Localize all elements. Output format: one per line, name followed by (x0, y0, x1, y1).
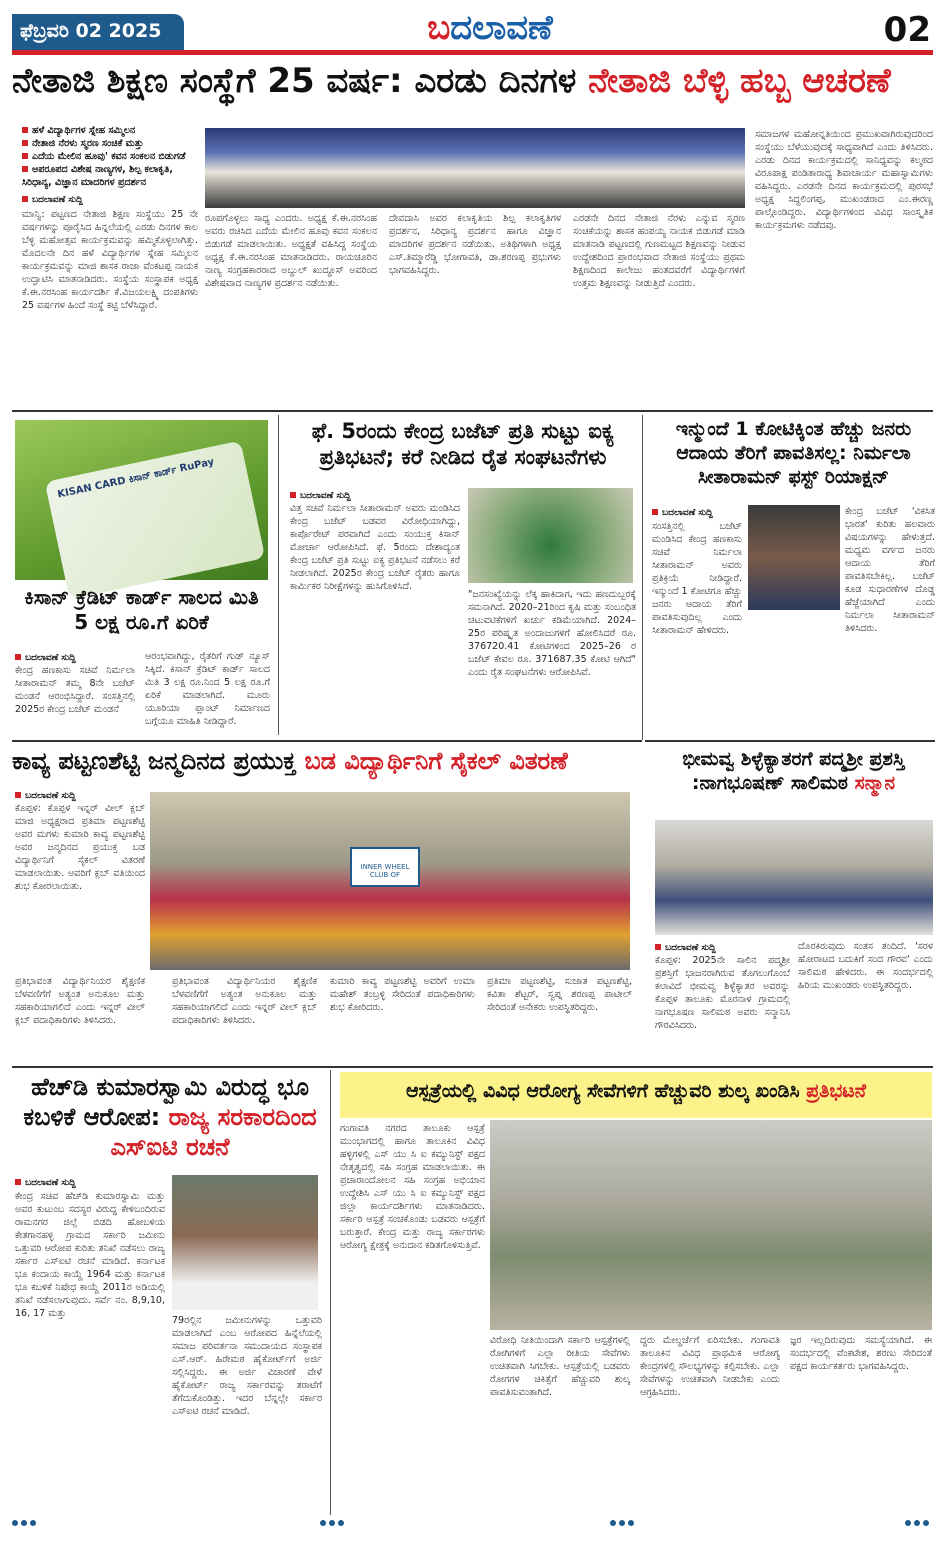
column-divider (642, 415, 643, 740)
lead-body-col2: ರೂಪಗೊಳ್ಳಲು ಸಾಧ್ಯ ಎಂದರು. ಅಧ್ಯಕ್ಷ ಕೆ.ಈ.ನರಸಿಂಹ ಅವರು ರಚಿಸಿದ ಎದೆಯ ಮೇಲಿನ ಹೂವು ಕವನ ಸಂಕಲನ ಬಿಡುಗಡೆ ಮಾಡಲಾಯಿತು. ಅಧ್ಯಕ್ಷತೆ ವಹಿಸಿದ್ದ ಸಂಸ್ಥೆಯ ಅಧ್ಯಕ್ಷ ಕೆ.ಈ.ನರಸಿಂಹ ಮಾತನಾಡಿದರು. ರಾಯಚೂರಿನ ನಾಣ್ಯ ಸಂಗ್ರಹಕಾರರಾದ ಅಬ್ದುಲ್ ಖುದ್ದೂಸ್ ಅವರಿಂದ ವಿಶೇಷವಾದ ನಾಣ್ಯಗಳ ಪ್ರದರ್ಶನ ನಡೆಯಿತು. (205, 213, 377, 289)
hospital-headline-red: ಪ್ರತಿಭಟನೆ (806, 1080, 867, 1102)
cycle-headline (12, 746, 640, 776)
padmashri-body-col1: ಕೊಪ್ಪಳ: 2025ನೇ ಸಾಲಿನ ಪದ್ಮಶ್ರೀ ಪ್ರಶಸ್ತಿಗೆ ಭಾಜನರಾಗಿರುವ ತೊಗಲುಗೊಂಬೆ ಕಲಾವಿದೆ ಭೀಮವ್ವ ಶಿಳ್ಳೆಕ್ಯಾತರ ಅವರನ್ನು ಕೊಪ್ಪಳ ತಾಲೂಕು ಮೊರನಾಳ ಗ್ರಾಮದಲ್ಲಿ ನಾಗಭೂಷಣ ಸಾಲಿಮಠ ಅವರು ಸನ್ಮಾನಿಸಿ ಗೌರವಿಸಿದರು. (655, 955, 790, 1031)
footer-dots-right (905, 1520, 929, 1526)
hdk-headline-red: ರಾಜ್ಯ ಸರಕಾರದಿಂದ ಎಸ್‌ಐಟಿ ರಚನೆ (110, 1103, 317, 1161)
farmers-protest-photo (468, 488, 633, 583)
lead-body-col3: ದೇವದಾಸಿ ಅವರ ಕಲಾಕೃತಿಯ ಶಿಲ್ಪ ಕಲಾಕೃತಿಗಳ ಪ್ರದರ್ಶನ, ಸಿರಿಧಾನ್ಯ ಪ್ರದರ್ಶನ ಹಾಗೂ ವಿಜ್ಞಾನ ಮಾದರಿಗಳ ಪ್ರದರ್ಶನ ನಡೆಯಿತು. ಅತಿಥಿಗಳಾಗಿ ಅಧ್ಯಕ್ಷ ಎಸ್.ತಿಮ್ಮಾರೆಡ್ಡಿ ಭೋಗಾವತಿ, ಡಾ.ಶರಣಪ್ಪ ಪ್ರಭುಗಳು ಭಾಗವಹಿಸಿದ್ದರು. (389, 213, 561, 276)
masthead-part-blue: ದಲಾವಣೆ (450, 8, 553, 48)
hospital-headline-black: ಆಸ್ಪತ್ರೆಯಲ್ಲಿ ವಿವಿಧ ಆರೋಗ್ಯ ಸೇವೆಗಳಿಗೆ ಹೆಚ್ಚುವರಿ ಶುಲ್ಕ ಖಂಡಿಸಿ (405, 1080, 807, 1102)
section-divider (645, 740, 935, 742)
cycle-body-col3: ಕುಮಾರಿ ಕಾವ್ಯ ಪಟ್ಟಣಶೆಟ್ಟಿ ಅವರಿಗೆ ಉಮಾ ಮಹೇಶ್ ತಂಬ್ರಳ್ಳಿ ಸೇರಿದಂತೆ ಪದಾಧಿಕಾರಿಗಳು ಶುಭ ಕೋರಿದರು. (330, 976, 475, 1013)
footer-dots-left (12, 1520, 36, 1526)
sitharaman-photo (748, 505, 840, 610)
highlight-item: ಎದೆಯ ಮೇಲಿನ ಹೂವು' ಕವನ ಸಂಕಲನ ಬಿಡುಗಡೆ (22, 150, 202, 163)
footer-dots-mid2 (610, 1520, 634, 1526)
hdk-headline (15, 1072, 325, 1162)
lead-body-col1: ಮಾನ್ವಿ: ಪಟ್ಟಣದ ನೇತಾಜಿ ಶಿಕ್ಷಣ ಸಂಸ್ಥೆಯು 25 ನೇ ವರ್ಷಗಳನ್ನು ಪೂರೈಸಿದ ಹಿನ್ನಲೆಯಲ್ಲಿ ಎರಡು ದಿನಗಳ ಕಾಲ ಬೆಳ್ಳಿ ಮಹೋತ್ಸವ ಕಾರ್ಯಕ್ರಮವನ್ನು ಹಮ್ಮಿಕೊಳ್ಳಲಾಗಿತ್ತು. ಮೊದಲನೇ ದಿನ ಹಳೆ ವಿದ್ಯಾರ್ಥಿಗಳ ಸ್ನೇಹ ಸಮ್ಮಿಲನ ಕಾರ್ಯಕ್ರಮವನ್ನು ಮಾಜಿ ಶಾಸಕ ರಾಜಾ ವೆಂಕಟಪ್ಪ ನಾಯಕ ಉದ್ಘಾಟಿಸಿ ಮಾತನಾಡಿದರು. ಸಂಸ್ಥೆಯ ಸಂಸ್ಥಾಪಕ ಅಧ್ಯಕ್ಷ ಕೆ.ಈ.ನರಸಿಂಹ ಕಾರ್ಯದರ್ಶಿ ಕೆ.ವಿಜಯಲಕ್ಷ್ಮಿ ದಂಪತಿಗಳು 25 ವರ್ಷಗಳ ಹಿಂದೆ ಸಂಸ್ಥೆ ಕಟ್ಟಿ ಬೆಳೆಸಿದ್ದಾರೆ. (22, 209, 198, 311)
lead-body-col5: ಸಮಾಜಗಳ ಮಹೋನ್ನತಿಯಿಂದ ಪ್ರಮುಖವಾಗಿರುವುದರಿಂದ ಸಂಸ್ಥೆಯು ಬೆಳೆಯುವುದಕ್ಕೆ ಸಾಧ್ಯವಾಗಿದೆ ಎಂದು ತಿಳಿಸಿದರು. ಎರಡು ದಿನದ ಕಾರ್ಯಕ್ರಮದಲ್ಲಿ ಸಾನಿಧ್ಯವನ್ನು ಕಲ್ಮಠದ ವಿರೂಪಾಕ್ಷ ಪಂಡಿತಾರಾಧ್ಯ ಶಿವಾಚಾರ್ಯ ಮಹಾಸ್ವಾಮಿಗಳು ವಹಿಸಿದ್ದರು. ಎರಡನೇ ದಿನದ ಕಾರ್ಯಕ್ರಮದಲ್ಲಿ ಪುರಸಭೆ ಅಧ್ಯಕ್ಷ ಸಿದ್ದಲಿಂಗಪ್ಪ, ಮುಖಂಡರಾದ ಎಂ.ಈರಣ್ಣ ಪಾಲ್ಗೊಂಡಿದ್ದರು. ವಿದ್ಯಾರ್ಥಿಗಳಿಂದ ವಿವಿಧ ಸಾಂಸ್ಕೃತಿಕ ಕಾರ್ಯಕ್ರಮಗಳು ನಡೆದವು. (755, 129, 933, 231)
budget-protest-body-col2: "ಜನಸಂಖ್ಯೆಯನ್ನು ಲೆಕ್ಕ ಹಾಕಿದಾಗ, ಇದು ಹಣದುಬ್ಬರಕ್ಕೆ ಸಮನಾಗಿದೆ. 2020–21ರಿಂದ ಕೃಷಿ ಮತ್ತು ಸಂಬಂಧಿತ ಚಟುವಟಿಕೆಗಳಿಗೆ ಖರ್ಚು ಕಡಿಮೆಯಾಗಿದೆ. 2024–25ರ ಪರಿಷ್ಕೃತ ಅಂದಾಜುಗಳಿಗೆ ಹೋಲಿಸಿದರೆ ರೂ. 376720.41 ಕೋಟಿಗಳಿಂದ 2025–26 ರ ಬಜೆಟ್ ಕೇವಲ ರೂ. 371687.35 ಕೋಟಿ ಆಗಿದೆ" ಎಂದು ರೈತ ಸಂಘಟನೆಗಳು ಆರೋಪಿಸಿವೆ. (468, 589, 636, 678)
masthead-part-red: ಬ (427, 8, 451, 48)
cycle-headline-black: ಕಾವ್ಯ ಪಟ್ಟಣಶೆಟ್ಟಿ ಜನ್ಮದಿನದ ಪ್ರಯುಕ್ತ (12, 747, 305, 775)
column-divider (330, 1070, 331, 1515)
lead-highlights (22, 124, 202, 189)
padmashri-headline-black: ಭೀಮವ್ವ ಶಿಳ್ಳೆಕ್ಯಾತರಗೆ ಪದ್ಮಶ್ರೀ ಪ್ರಶಸ್ತಿ :ನಾಗಭೂಷಣ್ ಸಾಲಿಮಠ (682, 748, 905, 794)
cycle-distribution-photo (150, 792, 630, 970)
kisan-card: KISAN CARD ಕಿಸಾನ್ ಕಾರ್ಡ್ RuPay (45, 441, 266, 600)
kisan-headline: ಕಿಸಾನ್ ಕ್ರೆಡಿಟ್ ಕಾರ್ಡ್ ಸಾಲದ ಮಿತಿ 5 ಲಕ್ಷ ರೂ.ಗೆ ಏರಿಕೆ (24, 585, 259, 634)
hospital-body-col4: ಜ್ಞರ ಇಲ್ಲದಿರುವುದು ಸಮಸ್ಯೆಯಾಗಿದೆ. ಈ ಸಂದರ್ಭದಲ್ಲಿ ವೆಂಕಟೇಶ, ಶರಣು ಸೇರಿದಂತೆ ಪಕ್ಷದ ಕಾರ್ಯಕರ್ತರು ಭಾಗವಹಿಸಿದ್ದರು. (790, 1335, 932, 1372)
sitharaman-byline: ಬದಲಾವಣೆ ಸುದ್ದಿ (652, 508, 713, 518)
highlight-item: ನೇತಾಜಿ ನೆರಳು ಸ್ಮರಣ ಸಂಚಿಕೆ ಮತ್ತು (22, 137, 202, 150)
page-number: 02 (883, 10, 931, 50)
hdk-byline: ಬದಲಾವಣೆ ಸುದ್ದಿ (15, 1178, 76, 1188)
lead-byline: ಬದಲಾವಣೆ ಸುದ್ದಿ (22, 195, 83, 205)
hdk-headline-black: ಹೆಚ್‌ಡಿ ಕುಮಾರಸ್ವಾಮಿ ವಿರುದ್ಧ ಭೂ ಕಬಳಿಕೆ ಆರೋಪ: (23, 1073, 309, 1131)
hospital-body-col3: ದ್ದರು ಮೇಲ್ದರ್ಜೆಗೆ ಏರಿಸಬೇಕು. ಗಂಗಾವತಿ ತಾಲೂಕಿನ ವಿವಿಧ ಪ್ರಾಥಮಿಕ ಆರೋಗ್ಯ ಕೇಂದ್ರಗಳಲ್ಲಿ ಸೌಲಭ್ಯಗಳನ್ನು ಕಲ್ಪಿಸಬೇಕು. ಎಲ್ಲಾ ಸೇವೆಗಳನ್ನು ಉಚಿತವಾಗಿ ನೀಡಬೇಕು ಎಂದು ಆಗ್ರಹಿಸಿದರು. (640, 1335, 780, 1398)
padmashri-byline: ಬದಲಾವಣೆ ಸುದ್ದಿ (655, 943, 716, 953)
footer-dots-mid (320, 1520, 344, 1526)
column-divider (278, 415, 279, 735)
hospital-body-col1: ಗಂಗಾವತಿ ನಗರದ ತಾಲೂಕು ಆಸ್ಪತ್ರೆ ಮುಂಭಾಗದಲ್ಲಿ ಹಾಗೂ ತಾಲೂಕಿನ ವಿವಿಧ ಹಳ್ಳಿಗಳಲ್ಲಿ ಎಸ್ ಯು ಸಿ ಐ ಕಮ್ಯುನಿಸ್ಟ್ ಪಕ್ಷದ ನೇತೃತ್ವದಲ್ಲಿ ಸಹಿ ಸಂಗ್ರಹ ಮಾಡಲಾಯಿತು. ಈ ಪ್ರಚಾರಾಂದೋಲನ ಸಹಿ ಸಂಗ್ರಹ ಅಭಿಯಾನ ಉದ್ದೇಶಿಸಿ ಎಸ್ ಯು ಸಿ ಐ ಕಮ್ಯುನಿಸ್ಟ್ ಪಕ್ಷದ ಜಿಲ್ಲಾ ಕಾರ್ಯದರ್ಶಿಗಳು ಮಾತನಾಡಿದರು. ಸರ್ಕಾರಿ ಆಸ್ಪತ್ರೆ ಸಂಚಕೊಂಡು ಬಡವರು ಆಸ್ಪತ್ರೆಗೆ ಬರುತ್ತಾರೆ. ಕೇಂದ್ರ ಮತ್ತು ರಾಜ್ಯ ಸರ್ಕಾರಗಳು ಆರೋಗ್ಯ ಕ್ಷೇತ್ರಕ್ಕೆ ಅನುದಾನ ಕಡಿತಗೊಳಿಸುತ್ತಿವೆ. (340, 1123, 485, 1251)
hospital-protest-photo (490, 1120, 932, 1330)
padmashri-body-col2: ದೊರಕಿರುವುದು ಸಂತಸ ತಂದಿದೆ. 'ಸರಳ ಹೋರಾಟದ ಬದುಕಿಗೆ ಸಂದ ಗೌರವ' ಎಂದು ಸಾಲಿಮಠ ಹೇಳಿದರು. ಈ ಸಂದರ್ಭದಲ್ಲಿ ಹಿರಿಯ ಮುಖಂಡರು ಉಪಸ್ಥಿತರಿದ್ದರು. (798, 941, 933, 991)
cycle-headline-red: ಬಡ ವಿದ್ಯಾರ್ಥಿನಿಗೆ ಸೈಕಲ್ ವಿತರಣೆ (304, 747, 568, 775)
lead-body-col4: ಎರಡನೇ ದಿನದ ನೇತಾಜಿ ನೆರಳು ಎನ್ನುವ ಸ್ಮರಣ ಸಂಚಿಕೆಯನ್ನು ಶಾಸಕ ಹಂಪಯ್ಯ ನಾಯಕ ಬಿಡುಗಡೆ ಮಾಡಿ ಮಾತನಾಡಿ ಪಟ್ಟಣದಲ್ಲಿ ಗುಣಮಟ್ಟದ ಶಿಕ್ಷಣವನ್ನು ನೀಡುವ ಉದ್ದೇಶದಿಂದ ಪ್ರಾರಂಭವಾದ ನೇತಾಜಿ ಸಂಸ್ಥೆಯು ಪ್ರಥಮ ಶಿಕ್ಷಣದಿಂದ ಕಾಲೇಜು ಹಂತದವರೆಗೆ ವಿದ್ಯಾರ್ಥಿಗಳಿಗೆ ಉತ್ತಮ ಶಿಕ್ಷಣವನ್ನು ನೀಡುತ್ತಿದೆ ಎಂದರು. (573, 213, 745, 289)
section-divider (12, 1066, 933, 1068)
kisan-byline: ಬದಲಾವಣೆ ಸುದ್ದಿ (15, 653, 76, 663)
kisan-card-image (15, 420, 268, 580)
lead-headline-red: ನೇತಾಜಿ ಬೆಳ್ಳಿ ಹಬ್ಬ ಆಚರಣೆ (588, 61, 891, 101)
lead-headline (12, 60, 937, 103)
kumaraswamy-photo (172, 1175, 318, 1310)
cycle-body-col2: ಪ್ರತಿಭಾವಂತ ವಿದ್ಯಾರ್ಥಿನಿಯರ ಶೈಕ್ಷಣಿಕ ಬೆಳವಣಿಗೆಗೆ ಅತ್ಯಂತ ಅನುಕೂಲ ಮತ್ತು ಸಹಕಾರಿಯಾಗಲಿದೆ ಎಂದು ಇನ್ನರ್ ವೀಲ್ ಕ್ಲಬ್ ಪದಾಧಿಕಾರಿಗಳು ತಿಳಿಸಿದರು. (172, 976, 317, 1026)
hospital-body-col2: ವಿರೋಧಿ ನೀತಿಯಿಂದಾಗಿ ಸರ್ಕಾರಿ ಆಸ್ಪತ್ರೆಗಳಲ್ಲಿ ರೋಗಿಗಳಿಗೆ ಎಲ್ಲಾ ರೀತಿಯ ಸೇವೆಗಳು ಉಚಿತವಾಗಿ ಸಿಗಬೇಕು. ಆಸ್ಪತ್ರೆಯಲ್ಲಿ ಬಡವರು ರೋಗಗಳ ಚಿಕಿತ್ಸೆಗೆ ಹೆಚ್ಚುವರಿ ಶುಲ್ಕ ಪಾವತಿಸುವಂತಾಗಿದೆ. (490, 1335, 630, 1398)
cycle-byline: ಬದಲಾವಣೆ ಸುದ್ದಿ (15, 791, 76, 801)
budget-protest-headline: ಫೆ. 5ರಂದು ಕೇಂದ್ರ ಬಜೆಟ್ ಪ್ರತಿ ಸುಟ್ಟು ಐಕ್ಯ ಪ್ರತಿಭಟನೆ; ಕರೆ ನೀಡಿದ ರೈತ ಸಂಘಟನೆಗಳು (311, 419, 615, 470)
inner-wheel-banner: INNER WHEEL CLUB OF (350, 847, 420, 887)
sitharaman-body-col2: ಕೇಂದ್ರ ಬಜೆಟ್ 'ವಿಕಸಿತ ಭಾರತ' ಕುರಿತು ಹಲವಾರು ವಿಷಯಗಳನ್ನು ಹೇಳುತ್ತದೆ. ಮಧ್ಯಮ ವರ್ಗದ ಜನರು ಆದಾಯ ತೆರಿಗೆ ಪಾವತಿಸಬೇಕಿಲ್ಲ. ಬಜೆಟ್ ಕೂಡ ಸುಧಾರಣೆಗಳ ದೊಡ್ಡ ಹೆಜ್ಜೆಯಾಗಿದೆ ಎಂದು ನಿರ್ಮಲಾ ಸೀತಾರಾಮನ್ ತಿಳಿಸಿದರು. (845, 506, 935, 634)
highlight-item: ಹಳೆ ವಿದ್ಯಾರ್ಥಿಗಳ ಸ್ನೇಹ ಸಮ್ಮಿಲನ (22, 124, 202, 137)
budget-protest-byline: ಬದಲಾವಣೆ ಸುದ್ದಿ (290, 491, 351, 501)
hdk-body-col1: ಕೇಂದ್ರ ಸಚಿವ ಹೆಚ್‌ಡಿ ಕುಮಾರಸ್ವಾಮಿ ಮತ್ತು ಅವರ ಕುಟುಂಬ ಸದಸ್ಯರ ವಿರುದ್ಧ ಕೇಳಿಬಂದಿರುವ ರಾಮನಗರ ಜಿಲ್ಲೆ ಬಿಡದಿ ಹೋಬಳಿಯ ಕೇತಗಾನಹಳ್ಳಿ ಗ್ರಾಮದ ಸರ್ಕಾರಿ ಜಮೀನು ಒತ್ತುವರಿ ಆರೋಪ ಕುರಿತು ತನಿಖೆ ನಡೆಸಲು ರಾಜ್ಯ ಸರ್ಕಾರ ಎಸ್‌ಐಟಿ ರಚನೆ ಮಾಡಿದೆ. ಕರ್ನಾಟಕ ಭೂ ಕಂದಾಯ ಕಾಯ್ದೆ 1964 ಮತ್ತು ಕರ್ನಾಟಕ ಭೂ ಕಬಳಿಕೆ ನಿಷೇಧ ಕಾಯ್ದೆ 2011ರ ಅಡಿಯಲ್ಲಿ ತನಿಖೆ ನಡೆಸಲಾಗುವುದು. ಸರ್ವೆ ನಂ. 8,9,10, 16, 17 ಮತ್ತು (15, 1191, 165, 1319)
kisan-body-col1: ಕೇಂದ್ರ ಹಣಕಾಸು ಸಚಿವೆ ನಿರ್ಮಲಾ ಸೀತಾರಾಮನ್ ತಮ್ಮ 8ನೇ ಬಜೆಟ್ ಮಂಡನೆ ಆರಂಭಿಸಿದ್ದಾರೆ. ಸಂಸತ್ತಿನಲ್ಲಿ 2025ರ ಕೇಂದ್ರ ಬಜೆಟ್ ಮಂಡನೆ (15, 665, 135, 715)
padmashri-felicitation-photo (655, 820, 933, 935)
cycle-body-col4: ಪ್ರತಿಮಾ ಪಟ್ಟಣಶೆಟ್ಟಿ, ಸುಜಾತ ಪಟ್ಟಣಶೆಟ್ಟಿ, ಕವಿತಾ ಶೆಟ್ಟರ್, ಸ್ವಪ್ನ ಶರಣಪ್ಪ ಪಾಟೀಲ್ ಸೇರಿದಂತೆ ಅನೇಕರು ಉಪಸ್ಥಿತರಿದ್ದರು. (487, 976, 632, 1013)
cycle-body-col1b: ಪ್ರತಿಭಾವಂತ ವಿದ್ಯಾರ್ಥಿನಿಯರ ಶೈಕ್ಷಣಿಕ ಬೆಳವಣಿಗೆಗೆ ಅತ್ಯಂತ ಅನುಕೂಲ ಮತ್ತು ಸಹಕಾರಿಯಾಗಲಿದೆ ಎಂದು ಇನ್ನರ್ ವೀಲ್ ಕ್ಲಬ್ ಪದಾಧಿಕಾರಿಗಳು ತಿಳಿಸಿದರು. (15, 976, 145, 1026)
highlight-item: ಅಪರೂಪದ ವಿಶೇಷ ನಾಣ್ಯಗಳ, ಶಿಲ್ಪ ಕಲಾಕೃತಿ, ಸಿರಿಧಾನ್ಯ, ವಿಜ್ಞಾನ ಮಾದರಿಗಳ ಪ್ರದರ್ಶನ (22, 163, 202, 189)
masthead-logo (360, 8, 620, 48)
sitharaman-body-col1: ಸಂಸತ್ತಿನಲ್ಲಿ ಬಜೆಟ್ ಮಂಡಿಸಿದ ಕೇಂದ್ರ ಹಣಕಾಸು ಸಚಿವೆ ನಿರ್ಮಲಾ ಸೀತಾರಾಮನ್ ಅವರು ಪ್ರತಿಕ್ರಿಯೆ ನೀಡಿದ್ದಾರೆ. ಇನ್ಮುಂದೆ 1 ಕೋಟಿಗೂ ಹೆಚ್ಚು ಜನರು ಆದಾಯ ತೆರಿಗೆ ಪಾವತಿಸುವುದಿಲ್ಲ ಎಂದು ಸೀತಾರಾಮನ್ ಹೇಳಿದರು. (652, 521, 742, 636)
kisan-body-col2: ಆರಂಭವಾಗಿದ್ದು, ರೈತರಿಗೆ ಗುಡ್ ನ್ಯೂಸ್ ಸಿಕ್ಕಿದೆ. ಕಿಸಾನ್ ಕ್ರೆಡಿಟ್ ಕಾರ್ಡ್ ಸಾಲದ ಮಿತಿ 3 ಲಕ್ಷ ರೂ.ನಿಂದ 5 ಲಕ್ಷ ರೂ.ಗೆ ಏರಿಕೆ ಮಾಡಲಾಗಿದೆ. ಮೂರು ಯೂರಿಯಾ ಪ್ಲಾಂಟ್ ನಿರ್ಮಾಣದ ಬಗ್ಗೆಯೂ ಮಾಹಿತಿ ನೀಡಿದ್ದಾರೆ. (145, 651, 270, 727)
hospital-headline (340, 1072, 932, 1118)
budget-protest-body-col1: ವಿತ್ತ ಸಚಿವೆ ನಿರ್ಮಲಾ ಸೀತಾರಾಮನ್ ಅವರು ಮಂಡಿಸಿದ ಕೇಂದ್ರ ಬಜೆಟ್ ಬಡವರ ವಿರೋಧಿಯಾಗಿದ್ದು, ಕಾರ್ಪೊರೇಟ್ ಪರವಾಗಿದೆ ಎಂದು ಸಂಯುಕ್ತ ಕಿಸಾನ್ ಮೋರ್ಚಾ ಆರೋಪಿಸಿದೆ. ಫೆ. 5ರಂದು ದೇಶಾದ್ಯಂತ ಕೇಂದ್ರ ಬಜೆಟ್ ಪ್ರತಿ ಸುಟ್ಟು ಐಕ್ಯ ಪ್ರತಿಭಟನೆ ನಡೆಸಲು ಕರೆ ನೀಡಲಾಗಿದೆ. 2025ರ ಕೇಂದ್ರ ಬಜೆಟ್ ರೈತರು ಹಾಗೂ ಕಾರ್ಮಿಕರ ನಿರೀಕ್ಷೆಗಳನ್ನು ಹುಸಿಗೊಳಿಸಿದೆ. (290, 503, 460, 592)
section-divider (12, 410, 933, 412)
lead-photo-group (205, 128, 745, 208)
header-rule (12, 50, 933, 55)
date-box: ಫೆಬ್ರವರಿ 02 2025 (12, 14, 184, 50)
sitharaman-headline: ಇನ್ಮುಂದೆ 1 ಕೋಟಿಕ್ಕಿಂತ ಹೆಚ್ಚು ಜನರು ಆದಾಯ ತೆರಿಗೆ ಪಾವತಿಸಲ್ಲ: ನಿರ್ಮಲಾ ಸೀತಾರಾಮನ್ ಫಸ್ಟ್ ರಿಯಾಕ್ಷನ್ (675, 418, 912, 488)
cycle-body-col1: ಕೊಪ್ಪಳ: ಕೊಪ್ಪಳ ಇನ್ನರ್ ವೀಲ್ ಕ್ಲಬ್ ಮಾಜಿ ಅಧ್ಯಕ್ಷರಾದ ಪ್ರತಿಮಾ ಪಟ್ಟಣಶೆಟ್ಟಿ ಅವರ ಮಗಳು ಕುಮಾರಿ ಕಾವ್ಯ ಪಟ್ಟಣಶೆಟ್ಟಿ ಅವರ ಜನ್ಮದಿನದ ಪ್ರಯುಕ್ತ ಬಡ ವಿದ್ಯಾರ್ಥಿನಿಗೆ ಸೈಕಲ್ ವಿತರಣೆ ಮಾಡಲಾಯಿತು. ಅವರಿಗೆ ಕ್ಲಬ್ ವತಿಯಿಂದ ಶುಭ ಕೋರಲಾಯಿತು. (15, 803, 145, 892)
padmashri-headline (652, 748, 935, 796)
lead-headline-black: ನೇತಾಜಿ ಶಿಕ್ಷಣ ಸಂಸ್ಥೆಗೆ 25 ವರ್ಷ: ಎರಡು ದಿನಗಳ (12, 61, 589, 101)
section-divider (12, 740, 642, 742)
padmashri-headline-red: ಸನ್ಮಾನ (854, 771, 896, 794)
hdk-body-col2: 79ರಲ್ಲಿನ ಜಮೀನುಗಳನ್ನು ಒತ್ತುವರಿ ಮಾಡಲಾಗಿದೆ ಎಂಬ ಆರೋಪದ ಹಿನ್ನೆಲೆಯಲ್ಲಿ ಸಮಾಜ ಪರಿವರ್ತನಾ ಸಮುದಾಯದ ಸಂಸ್ಥಾಪಕ ಎಸ್.ಆರ್. ಹಿರೇಮಠ ಹೈಕೋರ್ಟ್‌ಗೆ ಅರ್ಜಿ ಸಲ್ಲಿಸಿದ್ದರು. ಈ ಅರ್ಜಿ ವಿಚಾರಣೆ ವೇಳೆ ಹೈಕೋರ್ಟ್ ರಾಜ್ಯ ಸರ್ಕಾರವನ್ನು ತರಾಟೆಗೆ ತೆಗೆದುಕೊಂಡಿತ್ತು. ಇದರ ಬೆನ್ನಲ್ಲೇ ಸರ್ಕಾರ ಎಸ್‌ಐಟಿ ರಚನೆ ಮಾಡಿದೆ. (172, 1315, 322, 1417)
